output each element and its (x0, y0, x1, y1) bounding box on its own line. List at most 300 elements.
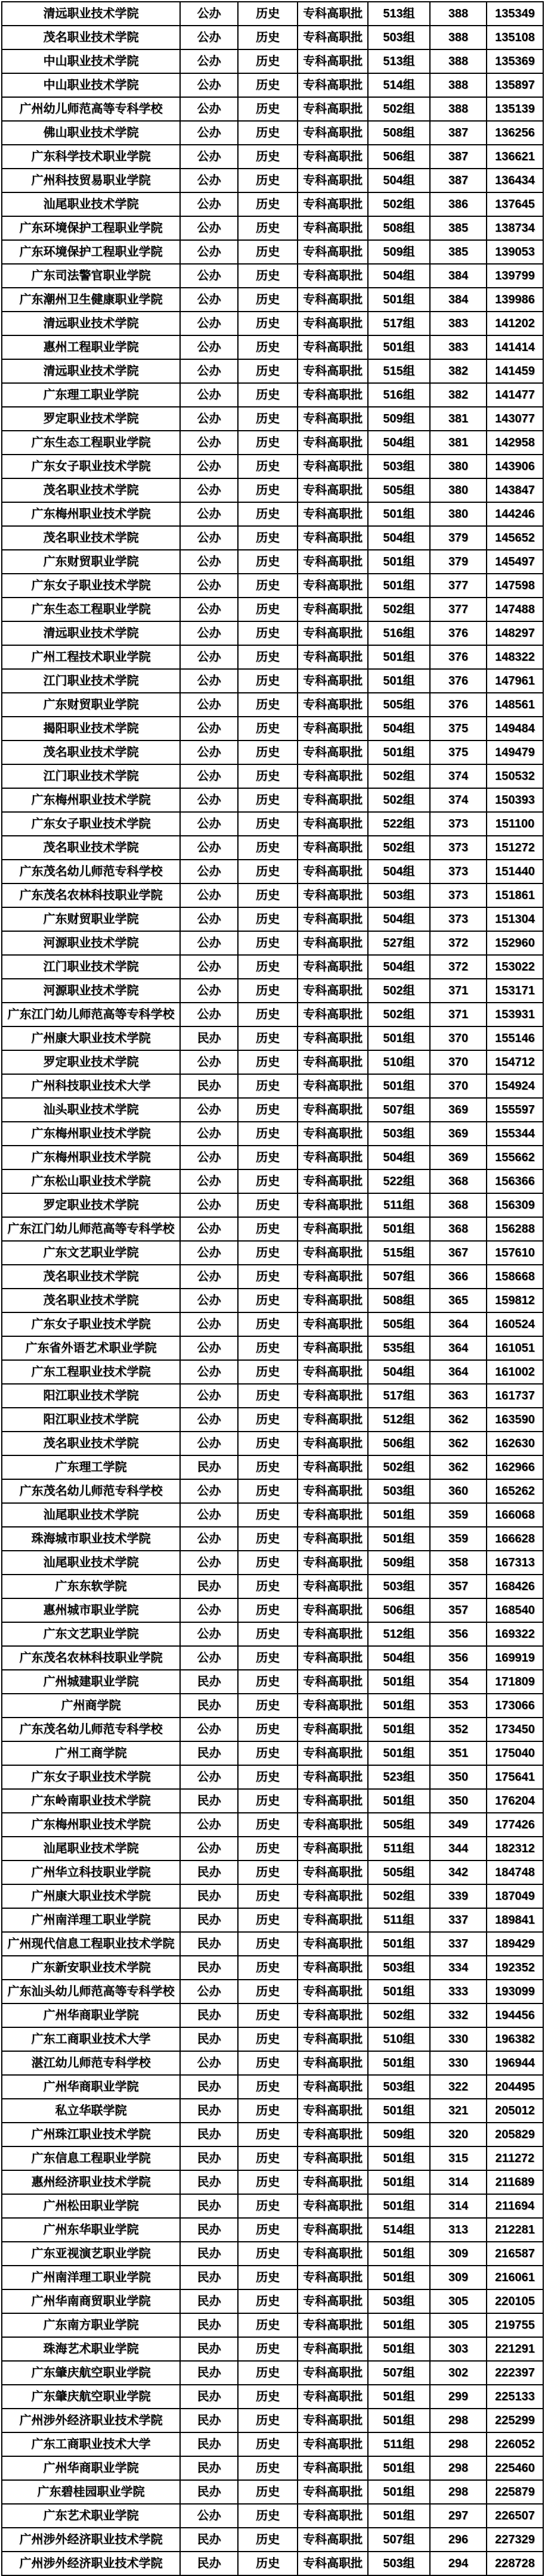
score-cell: 364 (430, 1360, 487, 1384)
school-name-cell: 中山职业技术学院 (2, 49, 180, 73)
subject-cell: 历史 (238, 49, 298, 73)
batch-cell: 专科高职批 (298, 2218, 368, 2242)
school-name-cell: 湛江幼儿师范专科学校 (2, 2051, 180, 2075)
rank-cell: 155662 (487, 1146, 543, 1169)
rank-cell: 227329 (487, 2528, 543, 2552)
school-name-cell: 广东财贸职业学院 (2, 550, 180, 574)
batch-cell: 专科高职批 (298, 2313, 368, 2337)
batch-cell: 专科高职批 (298, 1598, 368, 1622)
batch-cell: 专科高职批 (298, 2432, 368, 2456)
batch-cell: 专科高职批 (298, 1670, 368, 1694)
table-row (2, 812, 543, 836)
subject-cell: 历史 (238, 669, 298, 693)
score-cell: 322 (430, 2075, 487, 2099)
batch-cell: 专科高职批 (298, 1265, 368, 1289)
group-cell: 501组 (368, 1074, 430, 1098)
table-row (2, 1074, 543, 1098)
ownership-cell: 民办 (180, 1932, 238, 1956)
school-name-cell: 广东女子职业技术学院 (2, 812, 180, 836)
table-row (2, 931, 543, 955)
group-cell: 510组 (368, 1050, 430, 1074)
score-cell: 376 (430, 621, 487, 645)
ownership-cell: 公办 (180, 73, 238, 97)
group-cell: 503组 (368, 455, 430, 478)
rank-cell: 155344 (487, 1122, 543, 1146)
table-row (2, 1646, 543, 1670)
rank-cell: 135897 (487, 73, 543, 97)
ownership-cell: 公办 (180, 883, 238, 907)
table-row (2, 288, 543, 312)
subject-cell: 历史 (238, 2385, 298, 2409)
subject-cell: 历史 (238, 1646, 298, 1670)
group-cell: 506组 (368, 145, 430, 169)
subject-cell: 历史 (238, 1146, 298, 1169)
rank-cell: 153171 (487, 979, 543, 1003)
ownership-cell: 公办 (180, 1336, 238, 1360)
score-cell: 382 (430, 383, 487, 407)
rank-cell: 182312 (487, 1837, 543, 1861)
batch-cell: 专科高职批 (298, 1169, 368, 1193)
batch-cell: 专科高职批 (298, 1217, 368, 1241)
rank-cell: 216587 (487, 2242, 543, 2266)
table-row (2, 2170, 543, 2194)
ownership-cell: 公办 (180, 240, 238, 264)
school-name-cell: 广东信息工程职业学院 (2, 2146, 180, 2170)
table-row (2, 502, 543, 526)
batch-cell: 专科高职批 (298, 931, 368, 955)
school-name-cell: 广东江门幼儿师范高等专科学校 (2, 1217, 180, 1241)
rank-cell: 143847 (487, 478, 543, 502)
ownership-cell: 公办 (180, 359, 238, 383)
group-cell: 501组 (368, 1503, 430, 1527)
score-cell: 370 (430, 1026, 487, 1050)
ownership-cell: 民办 (180, 2218, 238, 2242)
ownership-cell: 公办 (180, 1169, 238, 1193)
group-cell: 522组 (368, 1169, 430, 1193)
school-name-cell: 河源职业技术学院 (2, 979, 180, 1003)
table-row (2, 693, 543, 717)
batch-cell: 专科高职批 (298, 2194, 368, 2218)
rank-cell: 204495 (487, 2075, 543, 2099)
rank-cell: 175641 (487, 1765, 543, 1789)
ownership-cell: 公办 (180, 717, 238, 741)
rank-cell: 175040 (487, 1741, 543, 1765)
batch-cell: 专科高职批 (298, 2, 368, 26)
ownership-cell: 公办 (180, 669, 238, 693)
subject-cell: 历史 (238, 1336, 298, 1360)
table-row (2, 645, 543, 669)
group-cell: 517组 (368, 312, 430, 335)
subject-cell: 历史 (238, 550, 298, 574)
score-cell: 372 (430, 955, 487, 979)
batch-cell: 专科高职批 (298, 1789, 368, 1813)
school-name-cell: 广州松田职业学院 (2, 2194, 180, 2218)
ownership-cell: 民办 (180, 2146, 238, 2170)
subject-cell: 历史 (238, 1598, 298, 1622)
school-name-cell: 广州现代信息工程职业技术学院 (2, 1932, 180, 1956)
group-cell: 501组 (368, 2266, 430, 2289)
ownership-cell: 民办 (180, 2123, 238, 2146)
subject-cell: 历史 (238, 1408, 298, 1432)
group-cell: 511组 (368, 1837, 430, 1861)
group-cell: 502组 (368, 192, 430, 216)
batch-cell: 专科高职批 (298, 812, 368, 836)
rank-cell: 220105 (487, 2289, 543, 2313)
batch-cell: 专科高职批 (298, 288, 368, 312)
school-name-cell: 广东茂名幼儿师范专科学校 (2, 1479, 180, 1503)
group-cell: 501组 (368, 2242, 430, 2266)
table-row (2, 1455, 543, 1479)
subject-cell: 历史 (238, 2242, 298, 2266)
batch-cell: 专科高职批 (298, 1098, 368, 1122)
subject-cell: 历史 (238, 2480, 298, 2504)
batch-cell: 专科高职批 (298, 1813, 368, 1837)
rank-cell: 158668 (487, 1265, 543, 1289)
school-name-cell: 广州幼儿师范高等专科学校 (2, 97, 180, 121)
group-cell: 502组 (368, 979, 430, 1003)
group-cell: 505组 (368, 1312, 430, 1336)
batch-cell: 专科高职批 (298, 1741, 368, 1765)
ownership-cell: 公办 (180, 455, 238, 478)
batch-cell: 专科高职批 (298, 2051, 368, 2075)
school-name-cell: 广东肇庆航空职业学院 (2, 2385, 180, 2409)
table-row (2, 1670, 543, 1694)
subject-cell: 历史 (238, 1694, 298, 1718)
group-cell: 512组 (368, 1622, 430, 1646)
table-row (2, 1193, 543, 1217)
batch-cell: 专科高职批 (298, 1408, 368, 1432)
ownership-cell: 公办 (180, 1646, 238, 1670)
school-name-cell: 广东工程职业技术学院 (2, 1360, 180, 1384)
table-row (2, 2337, 543, 2361)
batch-cell: 专科高职批 (298, 1241, 368, 1265)
ownership-cell: 公办 (180, 741, 238, 764)
school-name-cell: 广东财贸职业学院 (2, 907, 180, 931)
ownership-cell: 公办 (180, 407, 238, 431)
score-cell: 337 (430, 1908, 487, 1932)
score-cell: 359 (430, 1503, 487, 1527)
rank-cell: 162966 (487, 1455, 543, 1479)
score-cell: 309 (430, 2266, 487, 2289)
ownership-cell: 公办 (180, 2, 238, 26)
school-name-cell: 珠海艺术职业学院 (2, 2337, 180, 2361)
rank-cell: 169322 (487, 1622, 543, 1646)
rank-cell: 151861 (487, 883, 543, 907)
subject-cell: 历史 (238, 2313, 298, 2337)
rank-cell: 155146 (487, 1026, 543, 1050)
score-cell: 381 (430, 407, 487, 431)
table-row (2, 2552, 543, 2575)
batch-cell: 专科高职批 (298, 1360, 368, 1384)
score-cell: 333 (430, 1980, 487, 2003)
school-name-cell: 广东科学技术职业学院 (2, 145, 180, 169)
school-name-cell: 阳江职业技术学院 (2, 1384, 180, 1408)
school-name-cell: 广东松山职业技术学院 (2, 1169, 180, 1193)
subject-cell: 历史 (238, 73, 298, 97)
subject-cell: 历史 (238, 1527, 298, 1551)
subject-cell: 历史 (238, 717, 298, 741)
school-name-cell: 佛山职业技术学院 (2, 121, 180, 145)
subject-cell: 历史 (238, 2266, 298, 2289)
ownership-cell: 公办 (180, 1241, 238, 1265)
ownership-cell: 公办 (180, 1384, 238, 1408)
score-cell: 314 (430, 2194, 487, 2218)
score-cell: 298 (430, 2409, 487, 2432)
batch-cell: 专科高职批 (298, 2123, 368, 2146)
rank-cell: 161051 (487, 1336, 543, 1360)
rank-cell: 147488 (487, 598, 543, 621)
subject-cell: 历史 (238, 1908, 298, 1932)
subject-cell: 历史 (238, 598, 298, 621)
group-cell: 503组 (368, 26, 430, 49)
table-row (2, 574, 543, 598)
table-row (2, 2194, 543, 2218)
score-cell: 330 (430, 2051, 487, 2075)
table-row (2, 240, 543, 264)
score-cell: 373 (430, 836, 487, 860)
school-name-cell: 广东生态工程职业学院 (2, 431, 180, 455)
group-cell: 504组 (368, 860, 430, 883)
score-cell: 342 (430, 1861, 487, 1884)
group-cell: 523组 (368, 1765, 430, 1789)
subject-cell: 历史 (238, 883, 298, 907)
group-cell: 508组 (368, 216, 430, 240)
school-name-cell: 广州华南商贸职业学院 (2, 2289, 180, 2313)
school-name-cell: 广州南洋理工职业学院 (2, 2266, 180, 2289)
school-name-cell: 广州康大职业技术学院 (2, 1884, 180, 1908)
school-name-cell: 清远职业技术学院 (2, 2, 180, 26)
batch-cell: 专科高职批 (298, 1026, 368, 1050)
rank-cell: 145497 (487, 550, 543, 574)
score-cell: 382 (430, 359, 487, 383)
group-cell: 501组 (368, 1932, 430, 1956)
table-row (2, 717, 543, 741)
subject-cell: 历史 (238, 192, 298, 216)
batch-cell: 专科高职批 (298, 1551, 368, 1575)
subject-cell: 历史 (238, 2432, 298, 2456)
group-cell: 502组 (368, 2003, 430, 2027)
table-row (2, 883, 543, 907)
subject-cell: 历史 (238, 1575, 298, 1598)
table-row (2, 1861, 543, 1884)
subject-cell: 历史 (238, 1932, 298, 1956)
rank-cell: 150393 (487, 788, 543, 812)
batch-cell: 专科高职批 (298, 526, 368, 550)
table-row (2, 598, 543, 621)
group-cell: 506组 (368, 1598, 430, 1622)
score-cell: 387 (430, 145, 487, 169)
subject-cell: 历史 (238, 764, 298, 788)
table-row (2, 2266, 543, 2289)
score-cell: 365 (430, 1289, 487, 1312)
ownership-cell: 民办 (180, 1861, 238, 1884)
group-cell: 505组 (368, 1861, 430, 1884)
group-cell: 504组 (368, 1360, 430, 1384)
batch-cell: 专科高职批 (298, 1050, 368, 1074)
score-cell: 375 (430, 741, 487, 764)
batch-cell: 专科高职批 (298, 2075, 368, 2099)
rank-cell: 142958 (487, 431, 543, 455)
group-cell: 502组 (368, 97, 430, 121)
school-name-cell: 惠州经济职业技术学院 (2, 2170, 180, 2194)
subject-cell: 历史 (238, 621, 298, 645)
rank-cell: 149484 (487, 717, 543, 741)
score-cell: 376 (430, 669, 487, 693)
score-cell: 350 (430, 1789, 487, 1813)
school-name-cell: 广州东华职业学院 (2, 2218, 180, 2242)
admissions-table-body (2, 2, 543, 2575)
group-cell: 507组 (368, 2361, 430, 2385)
ownership-cell: 民办 (180, 1455, 238, 1479)
ownership-cell: 公办 (180, 1312, 238, 1336)
group-cell: 509组 (368, 240, 430, 264)
ownership-cell: 民办 (180, 2003, 238, 2027)
school-name-cell: 广州南洋理工职业学院 (2, 1908, 180, 1932)
school-name-cell: 惠州城市职业学院 (2, 1598, 180, 1622)
ownership-cell: 公办 (180, 478, 238, 502)
school-name-cell: 广东江门幼儿师范高等专科学校 (2, 1003, 180, 1026)
table-row (2, 1360, 543, 1384)
score-cell: 370 (430, 1074, 487, 1098)
subject-cell: 历史 (238, 2337, 298, 2361)
ownership-cell: 民办 (180, 2289, 238, 2313)
group-cell: 501组 (368, 1217, 430, 1241)
subject-cell: 历史 (238, 1765, 298, 1789)
subject-cell: 历史 (238, 1026, 298, 1050)
subject-cell: 历史 (238, 2003, 298, 2027)
ownership-cell: 公办 (180, 502, 238, 526)
score-cell: 387 (430, 121, 487, 145)
subject-cell: 历史 (238, 26, 298, 49)
batch-cell: 专科高职批 (298, 264, 368, 288)
table-row (2, 2146, 543, 2170)
table-row (2, 97, 543, 121)
subject-cell: 历史 (238, 1432, 298, 1455)
subject-cell: 历史 (238, 240, 298, 264)
score-cell: 368 (430, 1193, 487, 1217)
school-name-cell: 广州华立科技职业学院 (2, 1861, 180, 1884)
school-name-cell: 广东文艺职业学院 (2, 1622, 180, 1646)
rank-cell: 226507 (487, 2504, 543, 2528)
group-cell: 502组 (368, 1884, 430, 1908)
batch-cell: 专科高职批 (298, 1718, 368, 1741)
score-cell: 313 (430, 2218, 487, 2242)
table-row (2, 1241, 543, 1265)
rank-cell: 225133 (487, 2385, 543, 2409)
group-cell: 501组 (368, 2504, 430, 2528)
school-name-cell: 广东女子职业技术学院 (2, 455, 180, 478)
table-row (2, 1336, 543, 1360)
rank-cell: 154924 (487, 1074, 543, 1098)
rank-cell: 169919 (487, 1646, 543, 1670)
score-cell: 356 (430, 1622, 487, 1646)
school-name-cell: 广州华商职业学院 (2, 2456, 180, 2480)
group-cell: 522组 (368, 812, 430, 836)
table-row (2, 1884, 543, 1908)
score-cell: 353 (430, 1694, 487, 1718)
group-cell: 508组 (368, 1289, 430, 1312)
table-row (2, 264, 543, 288)
group-cell: 501组 (368, 2337, 430, 2361)
group-cell: 512组 (368, 1408, 430, 1432)
rank-cell: 196944 (487, 2051, 543, 2075)
subject-cell: 历史 (238, 1551, 298, 1575)
school-name-cell: 广东工商职业技术大学 (2, 2432, 180, 2456)
ownership-cell: 公办 (180, 1765, 238, 1789)
group-cell: 503组 (368, 883, 430, 907)
batch-cell: 专科高职批 (298, 955, 368, 979)
subject-cell: 历史 (238, 1360, 298, 1384)
table-row (2, 860, 543, 883)
rank-cell: 141202 (487, 312, 543, 335)
score-cell: 303 (430, 2337, 487, 2361)
rank-cell: 136434 (487, 169, 543, 192)
subject-cell: 历史 (238, 1479, 298, 1503)
score-cell: 358 (430, 1551, 487, 1575)
ownership-cell: 公办 (180, 264, 238, 288)
school-name-cell: 广东茂名农林科技职业学院 (2, 1646, 180, 1670)
table-row (2, 1837, 543, 1861)
rank-cell: 166628 (487, 1527, 543, 1551)
rank-cell: 148561 (487, 693, 543, 717)
group-cell: 507组 (368, 2528, 430, 2552)
score-cell: 379 (430, 526, 487, 550)
group-cell: 501组 (368, 2456, 430, 2480)
batch-cell: 专科高职批 (298, 383, 368, 407)
table-row (2, 2123, 543, 2146)
score-cell: 337 (430, 1932, 487, 1956)
subject-cell: 历史 (238, 1050, 298, 1074)
subject-cell: 历史 (238, 335, 298, 359)
group-cell: 511组 (368, 2432, 430, 2456)
batch-cell: 专科高职批 (298, 73, 368, 97)
ownership-cell: 公办 (180, 383, 238, 407)
ownership-cell: 民办 (180, 2242, 238, 2266)
batch-cell: 专科高职批 (298, 550, 368, 574)
rank-cell: 167313 (487, 1551, 543, 1575)
school-name-cell: 广东理工学院 (2, 1455, 180, 1479)
ownership-cell: 民办 (180, 1956, 238, 1980)
table-row (2, 2480, 543, 2504)
rank-cell: 135108 (487, 26, 543, 49)
batch-cell: 专科高职批 (298, 1956, 368, 1980)
rank-cell: 193099 (487, 1980, 543, 2003)
school-name-cell: 广东亚视演艺职业学院 (2, 2242, 180, 2266)
rank-cell: 163590 (487, 1408, 543, 1432)
score-cell: 383 (430, 335, 487, 359)
batch-cell: 专科高职批 (298, 669, 368, 693)
subject-cell: 历史 (238, 2552, 298, 2575)
ownership-cell: 民办 (180, 2385, 238, 2409)
rank-cell: 225299 (487, 2409, 543, 2432)
group-cell: 501组 (368, 1527, 430, 1551)
school-name-cell: 广东茂名幼儿师范专科学校 (2, 860, 180, 883)
school-name-cell: 汕头职业技术学院 (2, 1098, 180, 1122)
rank-cell: 173066 (487, 1694, 543, 1718)
ownership-cell: 公办 (180, 1098, 238, 1122)
subject-cell: 历史 (238, 836, 298, 860)
school-name-cell: 茂名职业技术学院 (2, 741, 180, 764)
ownership-cell: 公办 (180, 2504, 238, 2528)
batch-cell: 专科高职批 (298, 883, 368, 907)
group-cell: 505组 (368, 478, 430, 502)
rank-cell: 211272 (487, 2146, 543, 2170)
ownership-cell: 民办 (180, 1789, 238, 1813)
batch-cell: 专科高职批 (298, 621, 368, 645)
score-cell: 305 (430, 2289, 487, 2313)
batch-cell: 专科高职批 (298, 2504, 368, 2528)
subject-cell: 历史 (238, 526, 298, 550)
